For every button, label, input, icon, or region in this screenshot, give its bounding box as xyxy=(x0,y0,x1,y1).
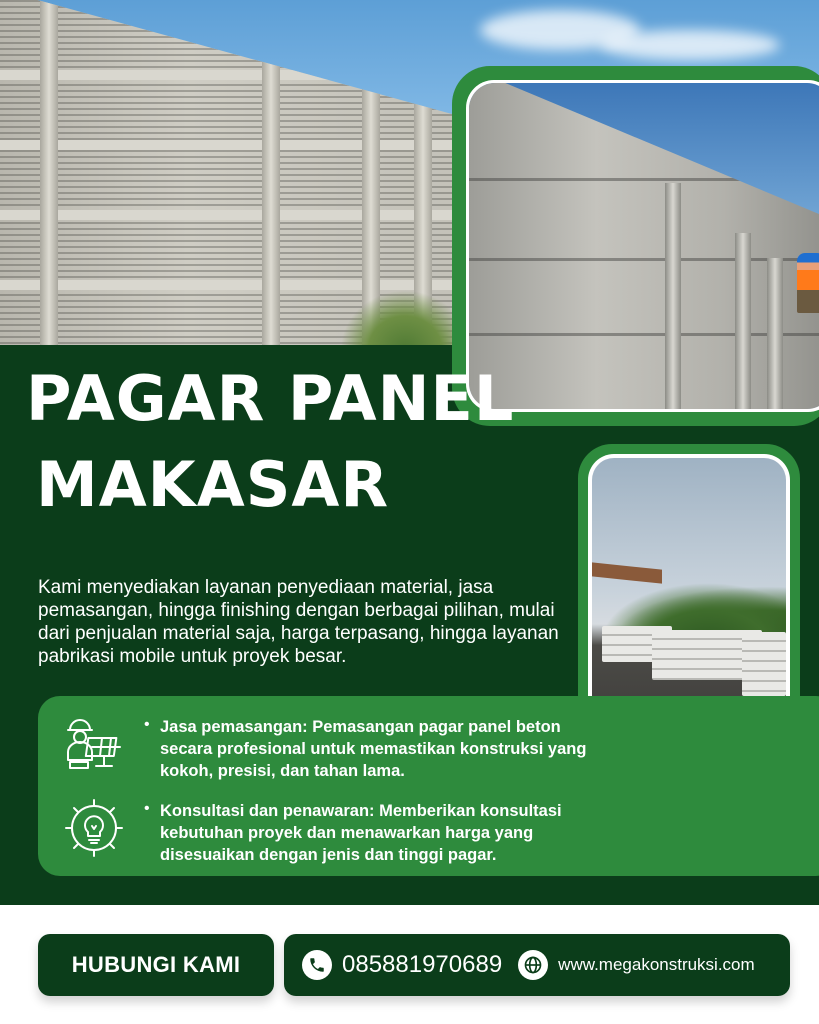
bullet-icon: • xyxy=(144,716,150,733)
intro-paragraph: Kami menyediakan layanan penyediaan material, jasa pemasangan, hingga finishing dengan berbagai pilihan, mulai dari penjualan material saja, harga terpasang, hingga layanan pabrikasi mobile untuk proyek besar. xyxy=(38,577,559,667)
service-item-installation xyxy=(38,708,819,788)
service-text-consultation: Konsultasi dan penawaran: Memberikan konsultasi kebutuhan proyek dan menawarkan harga yang disesuaikan dengan jenis dan tinggi pagar. xyxy=(160,802,562,864)
globe-icon xyxy=(518,950,548,980)
contact-info-bar xyxy=(284,934,790,996)
website-link[interactable]: www.megakonstruksi.com xyxy=(558,955,755,974)
service-item-consultation xyxy=(38,792,819,872)
gear-lightbulb-icon xyxy=(62,796,126,860)
phone-number[interactable]: 085881970689 xyxy=(342,951,503,978)
worker-solar-icon xyxy=(62,712,126,776)
bullet-icon: • xyxy=(144,800,150,817)
service-text-installation: Jasa pemasangan: Pemasangan pagar panel beton secara profesional untuk memastikan konstruksi yang kokoh, presisi, dan tahan lama. xyxy=(160,718,587,780)
worker-figure xyxy=(797,253,819,313)
services-box xyxy=(38,696,819,876)
phone-icon xyxy=(302,950,332,980)
installation-photo xyxy=(466,80,819,412)
page-title-line1: PAGAR PANEL xyxy=(26,362,515,435)
page-title-line2: MAKASAR xyxy=(36,448,390,521)
contact-us-button[interactable]: HUBUNGI KAMI xyxy=(38,934,274,996)
